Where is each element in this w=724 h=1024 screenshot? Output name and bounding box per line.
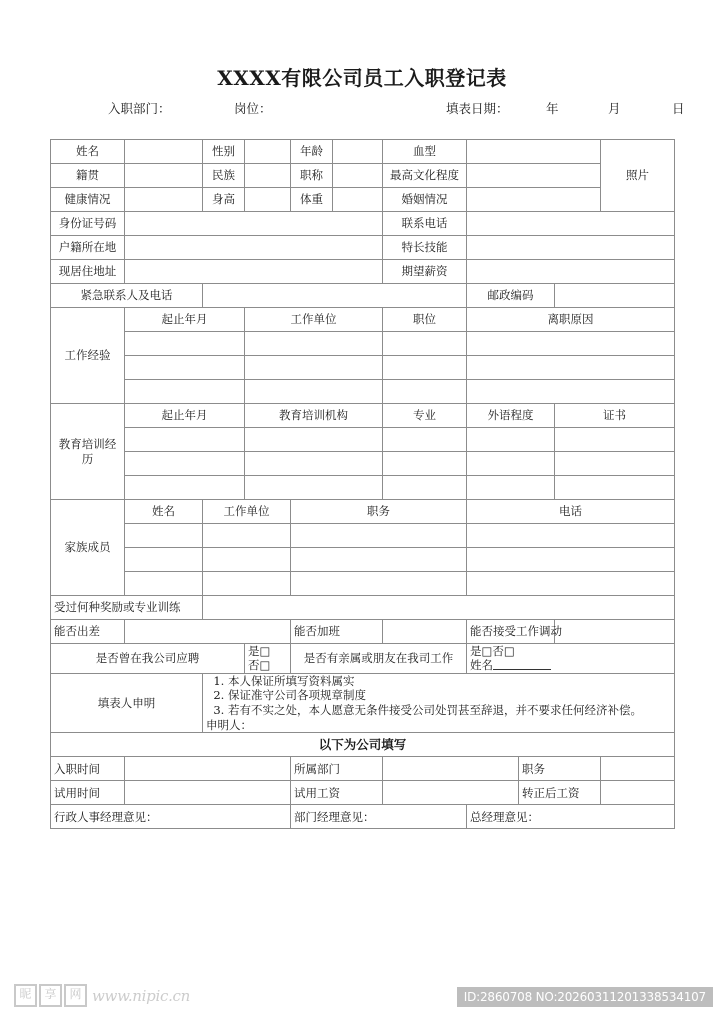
table-row-work-entry xyxy=(51,356,675,380)
field-name[interactable] xyxy=(125,140,203,164)
field-edu-major[interactable] xyxy=(383,428,467,452)
label-title: 职称 xyxy=(291,164,333,188)
field-edu-certificate[interactable] xyxy=(555,428,675,452)
table-row-id-number xyxy=(51,212,675,236)
field-contact-phone[interactable] xyxy=(467,212,675,236)
table-row-education-entry xyxy=(51,452,675,476)
field-family-company[interactable] xyxy=(203,572,291,596)
declaration-item: 2. 保证准守公司各项规章制度 xyxy=(228,688,671,702)
field-edu-institution[interactable] xyxy=(245,452,383,476)
field-work-period[interactable] xyxy=(125,380,245,404)
field-general-manager-opinion[interactable]: 总经理意见： xyxy=(467,805,675,829)
field-edu-period[interactable] xyxy=(125,476,245,500)
field-family-name[interactable] xyxy=(125,572,203,596)
label-probation-time: 试用时间 xyxy=(51,781,125,805)
field-edu-period[interactable] xyxy=(125,428,245,452)
field-can-travel[interactable] xyxy=(125,620,291,644)
field-family-company[interactable] xyxy=(203,548,291,572)
field-expected-salary[interactable] xyxy=(467,260,675,284)
site-watermark-logo xyxy=(14,984,190,1007)
checkbox-applied-no[interactable]: 否□ xyxy=(248,658,271,673)
field-postal-code[interactable] xyxy=(555,284,675,308)
field-work-company[interactable] xyxy=(245,356,383,380)
table-row-current-address xyxy=(51,260,675,284)
table-row-work-header xyxy=(51,308,675,332)
col-work-period: 起止年月 xyxy=(125,308,245,332)
field-probation-salary[interactable] xyxy=(383,781,519,805)
declaration-text-block xyxy=(203,673,675,733)
entry-department-label: 入职部门： xyxy=(108,101,171,116)
year-label: 年 xyxy=(546,101,559,116)
field-entry-time[interactable] xyxy=(125,757,291,781)
declaration-item: 3. 若有不实之处，本人愿意无条件接受公司处罚甚至辞退，并不要求任何经济补偿。 xyxy=(228,703,671,717)
col-work-company: 工作单位 xyxy=(245,308,383,332)
label-contact-phone: 联系电话 xyxy=(383,212,467,236)
label-relatives-in-company: 是否有亲属或朋友在我司工作 xyxy=(291,644,467,674)
field-marital-status[interactable] xyxy=(467,188,601,212)
field-edu-institution[interactable] xyxy=(245,476,383,500)
declaration-signer-label: 申明人： xyxy=(206,717,252,732)
table-row-company-2 xyxy=(51,781,675,805)
field-can-transfer[interactable] xyxy=(555,620,675,644)
checkbox-group-relatives[interactable] xyxy=(467,644,675,674)
field-family-name[interactable] xyxy=(125,524,203,548)
field-hr-opinion[interactable]: 行政人事经理意见： xyxy=(51,805,291,829)
col-edu-foreign-language: 外语程度 xyxy=(467,404,555,428)
field-work-position[interactable] xyxy=(383,356,467,380)
col-edu-major: 专业 xyxy=(383,404,467,428)
employee-registration-table xyxy=(50,139,675,829)
label-duty: 职务 xyxy=(519,757,601,781)
col-edu-institution: 教育培训机构 xyxy=(245,404,383,428)
watermark-id-badge: ID:2860708 NO:20260311201338534107 xyxy=(457,987,713,1007)
table-row-basic-3 xyxy=(51,188,675,212)
field-work-period[interactable] xyxy=(125,332,245,356)
declaration-list xyxy=(206,674,671,717)
table-row-work-entry xyxy=(51,380,675,404)
field-edu-certificate[interactable] xyxy=(555,452,675,476)
field-work-company[interactable] xyxy=(245,332,383,356)
field-blood-type[interactable] xyxy=(467,140,601,164)
field-work-leave-reason[interactable] xyxy=(467,380,675,404)
table-row-prior-application xyxy=(51,644,675,674)
label-can-transfer: 能否接受工作调动 xyxy=(467,620,555,644)
field-edu-foreign-language[interactable] xyxy=(467,452,555,476)
field-family-duty[interactable] xyxy=(291,524,467,548)
field-probation-time[interactable] xyxy=(125,781,291,805)
col-family-company: 工作单位 xyxy=(203,500,291,524)
photo-placeholder[interactable]: 照片 xyxy=(601,140,675,212)
label-gender: 性别 xyxy=(203,140,245,164)
label-household-location: 户籍所在地 xyxy=(51,236,125,260)
field-edu-foreign-language[interactable] xyxy=(467,476,555,500)
col-family-phone: 电话 xyxy=(467,500,675,524)
form-header-line xyxy=(50,99,685,119)
label-marital-status: 婚姻情况 xyxy=(383,188,467,212)
section-label-declaration: 填表人申明 xyxy=(51,673,203,733)
col-family-name: 姓名 xyxy=(125,500,203,524)
label-applied-before: 是否曾在我公司应聘 xyxy=(51,644,245,674)
label-postal-code: 邮政编码 xyxy=(467,284,555,308)
field-health[interactable] xyxy=(125,188,203,212)
field-edu-major[interactable] xyxy=(383,476,467,500)
field-work-company[interactable] xyxy=(245,380,383,404)
page-title: XXXX有限公司员工入职登记表 xyxy=(217,66,507,90)
table-row-education-entry xyxy=(51,476,675,500)
label-native-place: 籍贯 xyxy=(51,164,125,188)
day-label: 日 xyxy=(672,101,685,116)
field-age[interactable] xyxy=(333,140,383,164)
field-edu-foreign-language[interactable] xyxy=(467,428,555,452)
field-work-period[interactable] xyxy=(125,356,245,380)
field-work-position[interactable] xyxy=(383,332,467,356)
table-row-basic-1 xyxy=(51,140,675,164)
field-duty[interactable] xyxy=(601,757,675,781)
label-entry-time: 入职时间 xyxy=(51,757,125,781)
table-row-availability xyxy=(51,620,675,644)
col-edu-period: 起止年月 xyxy=(125,404,245,428)
checkbox-applied-yes[interactable]: 是□ xyxy=(248,644,271,658)
table-row-work-entry xyxy=(51,332,675,356)
table-row-family-entry xyxy=(51,524,675,548)
field-dept-manager-opinion[interactable]: 部门经理意见： xyxy=(291,805,467,829)
table-row-family-entry xyxy=(51,572,675,596)
checkbox-group-applied-before[interactable] xyxy=(245,644,291,674)
label-can-travel: 能否出差 xyxy=(51,620,125,644)
table-row-family-entry xyxy=(51,548,675,572)
table-row-education-entry xyxy=(51,428,675,452)
field-current-address[interactable] xyxy=(125,260,383,284)
label-probation-salary: 试用工资 xyxy=(291,781,383,805)
field-work-leave-reason[interactable] xyxy=(467,356,675,380)
field-work-leave-reason[interactable] xyxy=(467,332,675,356)
table-row-family-header xyxy=(51,500,675,524)
table-row-declaration xyxy=(51,673,675,733)
field-family-name[interactable] xyxy=(125,548,203,572)
table-row-emergency-contact xyxy=(51,284,675,308)
label-awards: 受过何种奖励或专业训练 xyxy=(51,596,203,620)
section-label-family: 家族成员 xyxy=(51,500,125,596)
field-family-duty[interactable] xyxy=(291,572,467,596)
field-relatives-name[interactable] xyxy=(493,658,551,670)
checkbox-relatives-yesno[interactable]: 是□否□ xyxy=(470,644,515,658)
label-height: 身高 xyxy=(203,188,245,212)
table-row-basic-2 xyxy=(51,164,675,188)
field-native-place[interactable] xyxy=(125,164,203,188)
field-weight[interactable] xyxy=(333,188,383,212)
field-work-position[interactable] xyxy=(383,380,467,404)
label-ethnicity: 民族 xyxy=(203,164,245,188)
label-emergency-contact: 紧急联系人及电话 xyxy=(51,284,203,308)
watermark-logo-icon xyxy=(14,984,87,1007)
label-weight: 体重 xyxy=(291,188,333,212)
col-work-leave-reason: 离职原因 xyxy=(467,308,675,332)
label-name: 姓名 xyxy=(51,140,125,164)
field-family-phone[interactable] xyxy=(467,548,675,572)
table-row-opinions xyxy=(51,805,675,829)
field-id-number[interactable] xyxy=(125,212,383,236)
label-blood-type: 血型 xyxy=(383,140,467,164)
label-expected-salary: 期望薪资 xyxy=(383,260,467,284)
label-belonging-department: 所属部门 xyxy=(291,757,383,781)
col-work-position: 职位 xyxy=(383,308,467,332)
field-household-location[interactable] xyxy=(125,236,383,260)
label-current-address: 现居住地址 xyxy=(51,260,125,284)
field-highest-education[interactable] xyxy=(467,164,601,188)
section-label-education: 教育培训经历 xyxy=(51,404,125,500)
month-label: 月 xyxy=(608,101,621,116)
field-family-company[interactable] xyxy=(203,524,291,548)
col-family-duty: 职务 xyxy=(291,500,467,524)
relatives-name-row[interactable] xyxy=(470,658,671,672)
field-family-phone[interactable] xyxy=(467,524,675,548)
watermark-char-2: 享 xyxy=(39,984,62,1007)
field-ethnicity[interactable] xyxy=(245,164,291,188)
section-label-work-experience: 工作经验 xyxy=(51,308,125,404)
watermark-char-1: 昵 xyxy=(14,984,37,1007)
field-edu-period[interactable] xyxy=(125,452,245,476)
field-height[interactable] xyxy=(245,188,291,212)
label-health: 健康情况 xyxy=(51,188,125,212)
table-row-awards xyxy=(51,596,675,620)
field-belonging-department[interactable] xyxy=(383,757,519,781)
label-regular-salary: 转正后工资 xyxy=(519,781,601,805)
company-section-banner: 以下为公司填写 xyxy=(51,733,675,757)
field-edu-major[interactable] xyxy=(383,452,467,476)
label-highest-education: 最高文化程度 xyxy=(383,164,467,188)
table-row-company-1 xyxy=(51,757,675,781)
fill-date-label: 填表日期： xyxy=(446,101,509,116)
field-regular-salary[interactable] xyxy=(601,781,675,805)
label-age: 年龄 xyxy=(291,140,333,164)
field-gender[interactable] xyxy=(245,140,291,164)
table-row-household xyxy=(51,236,675,260)
field-family-duty[interactable] xyxy=(291,548,467,572)
watermark-char-3: 网 xyxy=(64,984,87,1007)
field-can-overtime[interactable] xyxy=(383,620,467,644)
table-row-company-banner xyxy=(51,733,675,757)
field-emergency-contact[interactable] xyxy=(203,284,467,308)
label-id-number: 身份证号码 xyxy=(51,212,125,236)
field-family-phone[interactable] xyxy=(467,572,675,596)
field-edu-institution[interactable] xyxy=(245,428,383,452)
field-title[interactable] xyxy=(333,164,383,188)
field-edu-certificate[interactable] xyxy=(555,476,675,500)
table-row-education-header xyxy=(51,404,675,428)
position-label: 岗位： xyxy=(234,101,272,116)
declaration-item: 1. 本人保证所填写资料属实 xyxy=(228,674,671,688)
field-special-skills[interactable] xyxy=(467,236,675,260)
label-special-skills: 特长技能 xyxy=(383,236,467,260)
col-edu-certificate: 证书 xyxy=(555,404,675,428)
watermark-url: www.nipic.cn xyxy=(92,986,190,1005)
label-can-overtime: 能否加班 xyxy=(291,620,383,644)
label-relatives-name: 姓名 xyxy=(470,658,493,673)
field-awards[interactable] xyxy=(203,596,675,620)
